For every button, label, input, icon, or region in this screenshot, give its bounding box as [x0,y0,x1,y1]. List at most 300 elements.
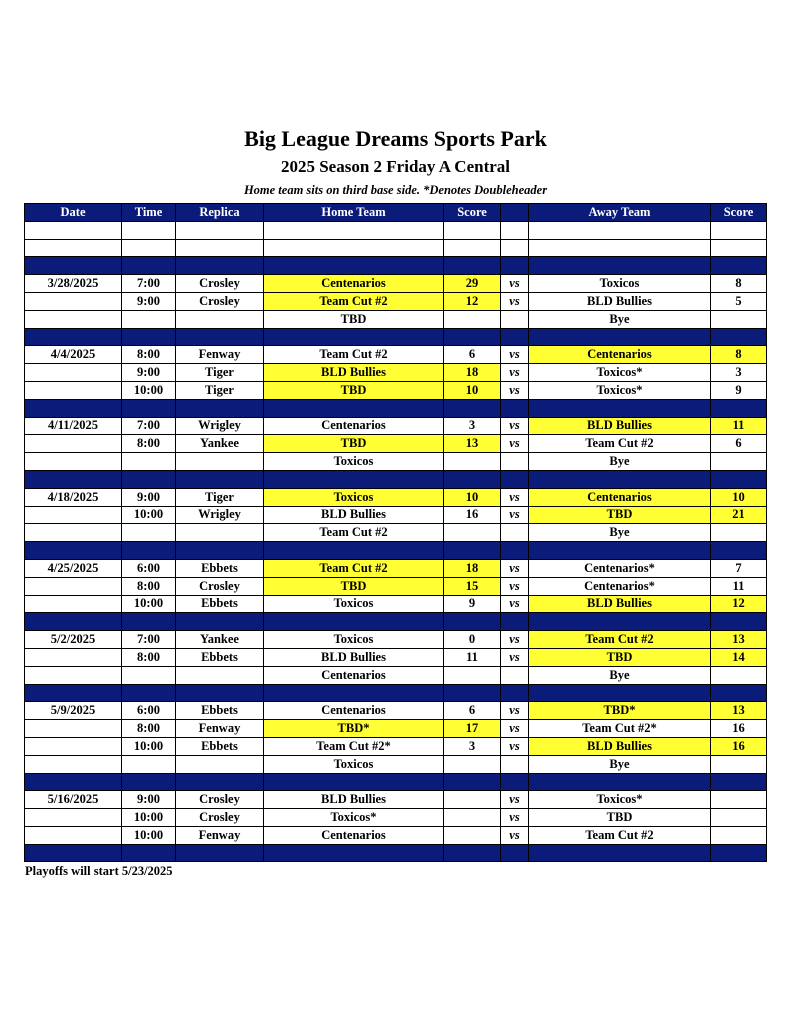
away-score-cell [711,399,767,417]
time-cell: 10:00 [122,809,176,827]
home-score-cell [444,809,501,827]
date-cell: 5/16/2025 [25,791,122,809]
away-team-cell [529,684,711,702]
away-team-cell: TBD* [529,702,711,720]
time-cell: 9:00 [122,292,176,310]
away-score-cell: 8 [711,275,767,293]
date-cell [25,773,122,791]
away-score-cell [711,791,767,809]
vs-cell [501,684,529,702]
col-header-home-team: Home Team [264,204,444,222]
vs-cell: vs [501,506,529,524]
home-score-cell [444,470,501,488]
time-cell: 9:00 [122,791,176,809]
replica-cell [176,844,264,862]
col-header-date: Date [25,204,122,222]
header-note: Home team sits on third base side. *Denotes Doubleheader [243,183,548,197]
col-header-replica: Replica [176,204,264,222]
schedule-table [24,203,767,862]
vs-cell [501,221,529,239]
away-team-cell: Bye [529,666,711,684]
vs-cell: vs [501,417,529,435]
home-team-cell [264,221,444,239]
vs-cell: vs [501,631,529,649]
date-cell [25,666,122,684]
week-separator-row [25,257,767,275]
home-score-cell [444,239,501,257]
vs-cell [501,755,529,773]
away-score-cell [711,755,767,773]
vs-cell: vs [501,346,529,364]
game-row [25,826,767,844]
away-score-cell: 8 [711,346,767,364]
home-team-cell: Team Cut #2* [264,737,444,755]
game-row [25,364,767,382]
home-score-cell [444,773,501,791]
time-cell [122,221,176,239]
date-cell [25,684,122,702]
vs-cell [501,613,529,631]
game-row [25,559,767,577]
replica-cell [176,399,264,417]
date-cell [25,310,122,328]
time-cell [122,257,176,275]
vs-cell [501,524,529,542]
vs-cell: vs [501,292,529,310]
vs-cell [501,453,529,471]
game-row [25,506,767,524]
date-cell: 4/4/2025 [25,346,122,364]
vs-cell: vs [501,381,529,399]
away-team-cell: Bye [529,453,711,471]
home-team-cell: Toxicos [264,453,444,471]
time-cell [122,239,176,257]
date-cell [25,809,122,827]
time-cell: 8:00 [122,346,176,364]
vs-cell [501,844,529,862]
home-score-cell [444,613,501,631]
away-score-cell [711,666,767,684]
col-header-vs [501,204,529,222]
home-score-cell: 18 [444,364,501,382]
home-score-cell [444,542,501,560]
away-score-cell [711,524,767,542]
date-cell [25,435,122,453]
replica-cell [176,542,264,560]
time-cell: 9:00 [122,488,176,506]
replica-cell [176,613,264,631]
home-score-cell [444,399,501,417]
replica-cell [176,310,264,328]
replica-cell: Ebbets [176,559,264,577]
week-separator-row [25,613,767,631]
blank-row [25,239,767,257]
home-score-cell: 11 [444,648,501,666]
game-row [25,435,767,453]
time-cell: 6:00 [122,702,176,720]
home-score-cell [444,844,501,862]
vs-cell: vs [501,595,529,613]
home-score-cell: 10 [444,488,501,506]
time-cell [122,844,176,862]
vs-cell: vs [501,737,529,755]
col-header-home-score: Score [444,204,501,222]
away-team-cell: BLD Bullies [529,292,711,310]
away-team-cell: BLD Bullies [529,417,711,435]
home-team-cell: TBD [264,310,444,328]
away-team-cell: TBD [529,648,711,666]
playoffs-note: Playoffs will start 5/23/2025 [25,864,173,878]
week-separator-row [25,542,767,560]
time-cell [122,470,176,488]
game-row [25,648,767,666]
home-score-cell: 10 [444,381,501,399]
replica-cell: Fenway [176,346,264,364]
date-cell: 4/11/2025 [25,417,122,435]
home-score-cell: 3 [444,417,501,435]
home-team-cell: Team Cut #2 [264,292,444,310]
home-team-cell: Centenarios [264,702,444,720]
page-subtitle: 2025 Season 2 Friday A Central [280,157,511,176]
away-score-cell: 21 [711,506,767,524]
vs-cell: vs [501,435,529,453]
time-cell [122,613,176,631]
away-team-cell [529,399,711,417]
game-row [25,631,767,649]
time-cell [122,666,176,684]
away-team-cell: Toxicos* [529,381,711,399]
time-cell: 9:00 [122,364,176,382]
replica-cell [176,328,264,346]
time-cell: 10:00 [122,826,176,844]
home-score-cell: 15 [444,577,501,595]
home-score-cell [444,755,501,773]
date-cell [25,577,122,595]
away-score-cell: 9 [711,381,767,399]
replica-cell [176,684,264,702]
home-team-cell [264,844,444,862]
vs-cell: vs [501,488,529,506]
time-cell: 10:00 [122,595,176,613]
vs-cell [501,399,529,417]
home-team-cell: Centenarios [264,275,444,293]
replica-cell: Tiger [176,364,264,382]
date-cell [25,720,122,738]
home-score-cell [444,257,501,275]
date-cell [25,399,122,417]
home-score-cell: 29 [444,275,501,293]
away-score-cell [711,310,767,328]
game-row [25,737,767,755]
vs-cell: vs [501,648,529,666]
replica-cell: Ebbets [176,595,264,613]
date-cell: 5/9/2025 [25,702,122,720]
away-team-cell [529,470,711,488]
home-score-cell [444,684,501,702]
col-header-away-score: Score [711,204,767,222]
home-team-cell: Team Cut #2 [264,524,444,542]
date-cell: 4/25/2025 [25,559,122,577]
away-score-cell: 12 [711,595,767,613]
time-cell [122,542,176,560]
game-row [25,453,767,471]
replica-cell: Wrigley [176,417,264,435]
date-cell [25,755,122,773]
week-separator-row [25,773,767,791]
away-score-cell [711,221,767,239]
away-team-cell: Team Cut #2* [529,720,711,738]
home-score-cell: 0 [444,631,501,649]
time-cell [122,524,176,542]
away-score-cell: 5 [711,292,767,310]
away-score-cell [711,542,767,560]
home-team-cell: Centenarios [264,417,444,435]
time-cell: 7:00 [122,631,176,649]
home-score-cell: 17 [444,720,501,738]
week-separator-row [25,328,767,346]
time-cell [122,773,176,791]
away-score-cell [711,257,767,275]
replica-cell: Crosley [176,292,264,310]
home-score-cell [444,524,501,542]
replica-cell [176,755,264,773]
time-cell [122,684,176,702]
replica-cell: Ebbets [176,702,264,720]
away-team-cell [529,328,711,346]
away-team-cell: Team Cut #2 [529,826,711,844]
home-score-cell [444,221,501,239]
time-cell [122,310,176,328]
replica-cell: Yankee [176,435,264,453]
replica-cell: Crosley [176,791,264,809]
away-team-cell: BLD Bullies [529,595,711,613]
vs-cell [501,773,529,791]
replica-cell: Ebbets [176,737,264,755]
vs-cell: vs [501,702,529,720]
home-team-cell: BLD Bullies [264,506,444,524]
page-title: Big League Dreams Sports Park [244,126,547,151]
away-score-cell: 6 [711,435,767,453]
away-team-cell: Centenarios* [529,559,711,577]
date-cell [25,506,122,524]
time-cell: 6:00 [122,559,176,577]
home-score-cell: 9 [444,595,501,613]
home-team-cell: TBD [264,577,444,595]
away-team-cell: Centenarios [529,346,711,364]
vs-cell: vs [501,720,529,738]
away-team-cell: Bye [529,755,711,773]
vs-cell [501,470,529,488]
home-team-cell [264,470,444,488]
away-score-cell [711,826,767,844]
date-cell [25,595,122,613]
home-team-cell: Toxicos [264,755,444,773]
time-cell: 7:00 [122,417,176,435]
away-score-cell [711,809,767,827]
away-score-cell: 13 [711,702,767,720]
replica-cell: Tiger [176,381,264,399]
away-team-cell: Bye [529,524,711,542]
time-cell: 8:00 [122,577,176,595]
replica-cell [176,524,264,542]
away-score-cell [711,773,767,791]
away-team-cell: Centenarios [529,488,711,506]
game-row [25,381,767,399]
replica-cell: Ebbets [176,648,264,666]
away-score-cell: 14 [711,648,767,666]
home-team-cell [264,773,444,791]
away-team-cell [529,239,711,257]
home-team-cell: Centenarios [264,826,444,844]
time-cell: 10:00 [122,737,176,755]
home-score-cell: 16 [444,506,501,524]
game-row [25,720,767,738]
col-header-away-team: Away Team [529,204,711,222]
vs-cell [501,257,529,275]
date-cell [25,257,122,275]
away-team-cell [529,542,711,560]
date-cell [25,364,122,382]
vs-cell: vs [501,809,529,827]
time-cell [122,399,176,417]
home-team-cell: Team Cut #2 [264,346,444,364]
schedule-body [25,221,767,862]
date-cell [25,381,122,399]
week-separator-row [25,470,767,488]
time-cell [122,755,176,773]
away-team-cell: Toxicos* [529,791,711,809]
replica-cell [176,773,264,791]
away-score-cell [711,844,767,862]
home-team-cell: BLD Bullies [264,364,444,382]
date-cell [25,542,122,560]
home-team-cell: TBD* [264,720,444,738]
away-score-cell: 13 [711,631,767,649]
away-team-cell: Centenarios* [529,577,711,595]
vs-cell [501,542,529,560]
date-cell [25,648,122,666]
away-score-cell: 10 [711,488,767,506]
game-row [25,275,767,293]
game-row [25,809,767,827]
home-team-cell: Toxicos [264,595,444,613]
home-score-cell: 13 [444,435,501,453]
replica-cell [176,239,264,257]
date-cell [25,826,122,844]
home-score-cell [444,826,501,844]
home-team-cell [264,328,444,346]
date-cell: 5/2/2025 [25,631,122,649]
replica-cell: Crosley [176,275,264,293]
away-team-cell: Toxicos* [529,364,711,382]
away-team-cell: Bye [529,310,711,328]
game-row [25,292,767,310]
date-cell: 4/18/2025 [25,488,122,506]
away-score-cell [711,684,767,702]
away-team-cell: Toxicos [529,275,711,293]
home-score-cell [444,328,501,346]
game-row [25,488,767,506]
replica-cell: Tiger [176,488,264,506]
vs-cell [501,328,529,346]
game-row [25,346,767,364]
home-team-cell [264,684,444,702]
home-score-cell: 18 [444,559,501,577]
col-header-time: Time [122,204,176,222]
game-row [25,791,767,809]
away-score-cell [711,453,767,471]
date-cell [25,239,122,257]
home-score-cell: 6 [444,346,501,364]
home-score-cell: 12 [444,292,501,310]
vs-cell: vs [501,559,529,577]
date-cell [25,292,122,310]
date-cell [25,470,122,488]
week-separator-row [25,684,767,702]
date-cell: 3/28/2025 [25,275,122,293]
week-separator-row [25,844,767,862]
replica-cell [176,470,264,488]
replica-cell: Crosley [176,809,264,827]
game-row [25,524,767,542]
home-team-cell [264,613,444,631]
vs-cell: vs [501,275,529,293]
away-team-cell [529,844,711,862]
home-score-cell: 6 [444,702,501,720]
time-cell: 8:00 [122,720,176,738]
game-row [25,755,767,773]
away-team-cell: Team Cut #2 [529,631,711,649]
away-score-cell: 11 [711,577,767,595]
game-row [25,417,767,435]
home-team-cell [264,239,444,257]
home-team-cell: Team Cut #2 [264,559,444,577]
away-team-cell: BLD Bullies [529,737,711,755]
time-cell: 8:00 [122,435,176,453]
replica-cell [176,453,264,471]
date-cell [25,844,122,862]
time-cell: 10:00 [122,506,176,524]
game-row [25,702,767,720]
home-team-cell [264,542,444,560]
replica-cell [176,221,264,239]
away-score-cell: 11 [711,417,767,435]
away-score-cell: 3 [711,364,767,382]
game-row [25,595,767,613]
time-cell [122,453,176,471]
replica-cell: Yankee [176,631,264,649]
vs-cell [501,666,529,684]
away-score-cell [711,613,767,631]
game-row [25,310,767,328]
away-score-cell: 7 [711,559,767,577]
vs-cell: vs [501,577,529,595]
date-cell [25,524,122,542]
home-score-cell [444,666,501,684]
vs-cell [501,239,529,257]
home-team-cell: Toxicos [264,488,444,506]
replica-cell [176,257,264,275]
home-team-cell: TBD [264,435,444,453]
vs-cell [501,310,529,328]
time-cell: 8:00 [122,648,176,666]
away-team-cell [529,773,711,791]
replica-cell: Wrigley [176,506,264,524]
away-score-cell [711,239,767,257]
home-team-cell: TBD [264,381,444,399]
replica-cell: Fenway [176,826,264,844]
away-score-cell: 16 [711,720,767,738]
